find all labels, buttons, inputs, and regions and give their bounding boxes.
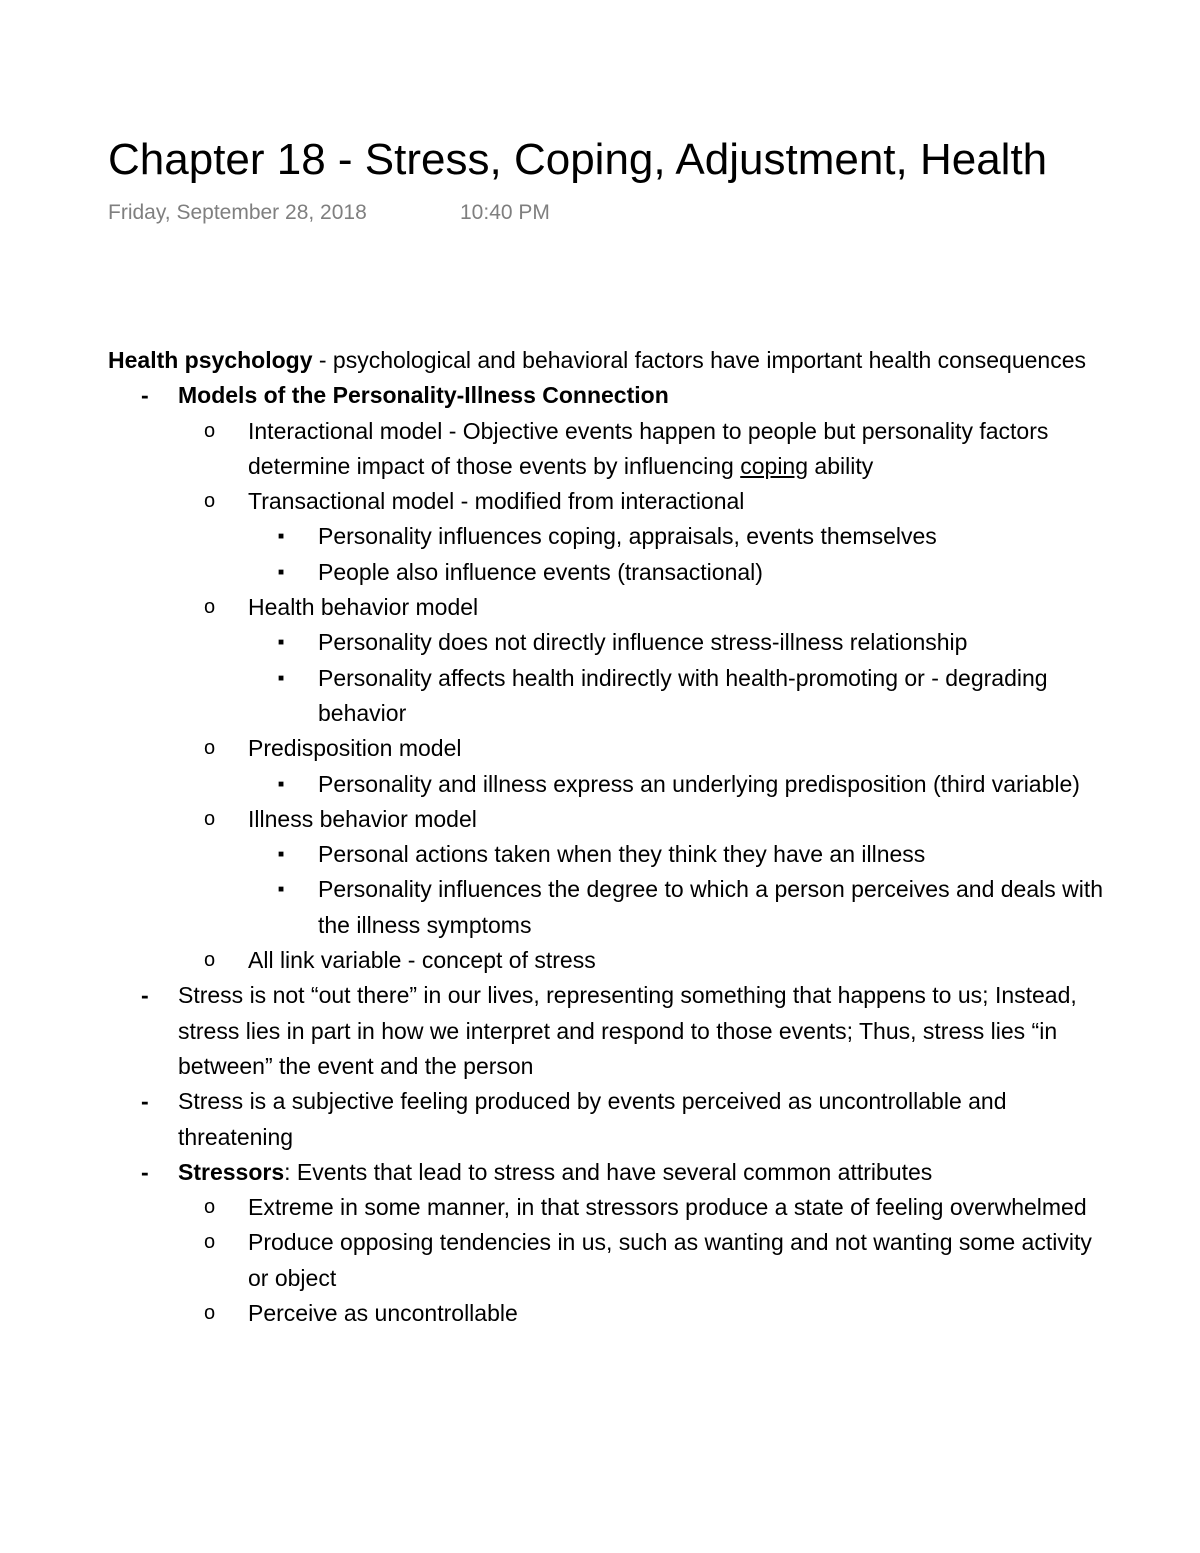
stress-text: Stress is not “out there” in our lives, representing something that happens to us; Instead, stress lies in part in how we interpret and respond to those events; Thus, stress lies “in between” the event and the person <box>178 982 1077 1079</box>
attribute-text: Extreme in some manner, in that stressors produce a state of feeling overwhelmed <box>248 1194 1087 1221</box>
attribute-text: Perceive as uncontrollable <box>248 1300 518 1327</box>
model-text: Interactional model - Objective events happen to people but personality factors determine impact of those events by influencing <box>248 417 1049 479</box>
list-item <box>248 661 1118 732</box>
list-item-stress-subjective <box>108 1084 1118 1155</box>
point-text: Personality influences the degree to which a person perceives and deals with the illness symptoms <box>318 876 1104 938</box>
list-item <box>178 1296 1118 1331</box>
square-bullet: ■ <box>278 778 285 790</box>
model-item-illness-behavior <box>178 802 1118 943</box>
dash-bullet: - <box>141 1088 149 1115</box>
model-item-predisposition <box>178 731 1118 802</box>
list-item-stressors <box>108 1155 1118 1331</box>
model-points <box>248 625 1118 731</box>
model-label: Health behavior model <box>248 594 479 621</box>
dash-bullet: - <box>141 1158 149 1185</box>
circle-bullet: o <box>204 949 216 972</box>
list-item <box>248 519 1118 554</box>
list-item <box>248 625 1118 660</box>
circle-bullet: o <box>204 1196 216 1219</box>
model-label: Transactional model - modified from interactional <box>248 488 745 515</box>
point-text: Personality affects health indirectly with health-promoting or - degrading behavior <box>318 664 1048 726</box>
stressors-term: Stressors <box>178 1158 285 1185</box>
dash-bullet: - <box>141 382 149 409</box>
stressor-attributes <box>178 1190 1118 1331</box>
model-label: Illness behavior model <box>248 805 477 832</box>
model-item-link <box>178 943 1118 978</box>
models-list <box>178 414 1118 979</box>
list-item <box>178 1190 1118 1225</box>
square-bullet: ■ <box>278 637 285 649</box>
circle-bullet: o <box>204 1302 216 1325</box>
circle-bullet: o <box>204 737 216 760</box>
circle-bullet: o <box>204 419 216 442</box>
model-points <box>248 767 1118 802</box>
page-title: Chapter 18 - Stress, Coping, Adjustment, Health <box>108 135 1048 184</box>
circle-bullet: o <box>204 596 216 619</box>
note-date: Friday, September 28, 2018 <box>108 201 367 224</box>
intro-term: Health psychology <box>108 347 313 373</box>
point-text: Personality does not directly influence stress-illness relationship <box>318 629 968 656</box>
list-item-models <box>108 378 1118 978</box>
list-item <box>248 872 1118 943</box>
list-item <box>248 767 1118 802</box>
circle-bullet: o <box>204 490 216 513</box>
circle-bullet: o <box>204 807 216 830</box>
models-heading: Models of the Personality-Illness Connection <box>178 382 669 409</box>
note-time: 10:40 PM <box>460 201 550 224</box>
dash-bullet: - <box>141 982 149 1009</box>
intro-text: - psychological and behavioral factors have important health consequences <box>312 347 1087 373</box>
square-bullet: ■ <box>278 672 285 684</box>
square-bullet: ■ <box>278 849 285 861</box>
model-label: Predisposition model <box>248 735 462 762</box>
square-bullet: ■ <box>278 884 285 896</box>
model-points <box>248 519 1118 590</box>
model-item-transactional <box>178 484 1118 590</box>
intro-paragraph <box>108 343 1118 378</box>
square-bullet: ■ <box>278 531 285 543</box>
note-timestamp <box>108 199 550 227</box>
list-item <box>248 555 1118 590</box>
main-list <box>108 378 1118 1331</box>
list-item <box>178 1225 1118 1296</box>
point-text: Personal actions taken when they think they have an illness <box>318 841 926 868</box>
model-item-interactional <box>178 414 1118 485</box>
circle-bullet: o <box>204 1231 216 1254</box>
underlined-word: coping <box>740 452 809 479</box>
model-label: All link variable - concept of stress <box>248 947 596 974</box>
model-text-end: ability <box>808 452 874 479</box>
stressors-text: : Events that lead to stress and have several common attributes <box>284 1158 933 1185</box>
point-text: Personality influences coping, appraisals, events themselves <box>318 523 937 550</box>
square-bullet: ■ <box>278 566 285 578</box>
stress-text: Stress is a subjective feeling produced by events perceived as uncontrollable and threatening <box>178 1088 1007 1150</box>
model-item-health-behavior <box>178 590 1118 731</box>
list-item-stress-definition <box>108 978 1118 1084</box>
model-points <box>248 837 1118 943</box>
point-text: Personality and illness express an underlying predisposition (third variable) <box>318 770 1080 797</box>
list-item <box>248 837 1118 872</box>
point-text: People also influence events (transactional) <box>318 558 763 585</box>
note-body <box>108 343 1118 1331</box>
attribute-text: Produce opposing tendencies in us, such as wanting and not wanting some activity or object <box>248 1229 1092 1291</box>
